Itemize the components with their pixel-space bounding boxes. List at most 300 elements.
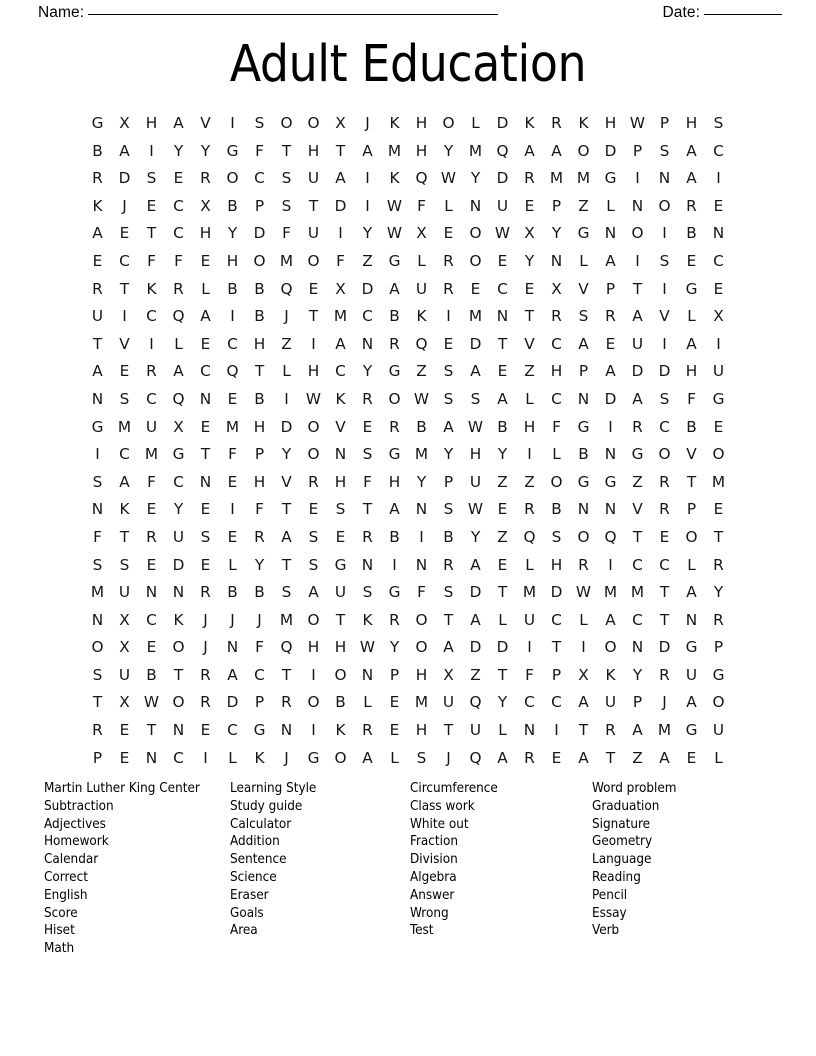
grid-cell[interactable]: D	[118, 169, 131, 188]
word-list-item[interactable]: Division	[410, 852, 458, 868]
grid-cell[interactable]: R	[173, 279, 184, 298]
grid-cell[interactable]: C	[119, 251, 130, 270]
grid-cell[interactable]: O	[604, 638, 617, 657]
grid-cell[interactable]: I	[446, 307, 451, 326]
grid-cell[interactable]: A	[578, 693, 589, 712]
grid-cell[interactable]: E	[227, 527, 238, 546]
grid-cell[interactable]: H	[226, 251, 239, 270]
grid-cell[interactable]: P	[632, 693, 643, 712]
grid-cell[interactable]: E	[200, 721, 211, 740]
grid-cell[interactable]: E	[497, 500, 508, 519]
grid-cell[interactable]: X	[119, 638, 130, 657]
grid-cell[interactable]: H	[550, 555, 563, 574]
grid-cell[interactable]: S	[362, 445, 373, 464]
grid-cell[interactable]: N	[712, 224, 725, 243]
grid-cell[interactable]: A	[578, 748, 589, 767]
grid-cell[interactable]: R	[578, 555, 589, 574]
grid-cell[interactable]: A	[119, 141, 130, 160]
grid-cell[interactable]: O	[280, 114, 293, 132]
grid-cell[interactable]: N	[361, 334, 374, 353]
grid-cell[interactable]: Y	[362, 362, 373, 381]
grid-cell[interactable]: B	[146, 665, 157, 684]
grid-cell[interactable]: M	[333, 307, 348, 326]
grid-cell[interactable]: M	[630, 583, 645, 602]
grid-cell[interactable]: G	[334, 555, 347, 574]
grid-cell[interactable]: S	[200, 527, 211, 546]
grid-cell[interactable]: X	[173, 417, 184, 436]
grid-cell[interactable]: Y	[173, 500, 184, 519]
grid-cell[interactable]: N	[145, 583, 158, 602]
grid-cell[interactable]: G	[172, 445, 185, 464]
grid-cell[interactable]: N	[496, 307, 509, 326]
grid-cell[interactable]: F	[417, 196, 426, 215]
grid-cell[interactable]: Y	[443, 445, 454, 464]
grid-cell[interactable]: W	[359, 638, 376, 657]
grid-cell[interactable]: Z	[362, 251, 373, 270]
grid-cell[interactable]: T	[92, 334, 103, 353]
grid-cell[interactable]: F	[147, 251, 156, 270]
grid-cell[interactable]: O	[307, 114, 320, 132]
grid-cell[interactable]: O	[307, 610, 320, 629]
grid-cell[interactable]: T	[335, 141, 346, 160]
grid-cell[interactable]: N	[172, 721, 185, 740]
grid-cell[interactable]: S	[470, 389, 481, 408]
grid-cell[interactable]: I	[662, 279, 667, 298]
grid-cell[interactable]: A	[632, 307, 643, 326]
grid-cell[interactable]: I	[338, 224, 343, 243]
grid-cell[interactable]: O	[307, 251, 320, 270]
grid-cell[interactable]: N	[361, 665, 374, 684]
grid-cell[interactable]: L	[444, 196, 453, 215]
grid-cell[interactable]: B	[497, 417, 508, 436]
grid-cell[interactable]: S	[254, 114, 265, 132]
grid-cell[interactable]: G	[577, 472, 590, 491]
grid-cell[interactable]: K	[362, 610, 373, 629]
grid-cell[interactable]: L	[687, 307, 696, 326]
grid-cell[interactable]: L	[471, 114, 480, 132]
word-list-item[interactable]: Learning Style	[230, 781, 317, 796]
grid-cell[interactable]: C	[173, 472, 184, 491]
grid-cell[interactable]: M	[549, 169, 564, 188]
grid-cell[interactable]: G	[604, 169, 617, 188]
grid-cell[interactable]: A	[200, 307, 211, 326]
grid-cell[interactable]: I	[635, 251, 640, 270]
grid-cell[interactable]: E	[659, 527, 670, 546]
grid-cell[interactable]: P	[686, 500, 697, 519]
grid-cell[interactable]: J	[203, 638, 208, 657]
grid-cell[interactable]: C	[200, 362, 211, 381]
grid-cell[interactable]: H	[388, 472, 401, 491]
grid-cell[interactable]: O	[307, 693, 320, 712]
grid-cell[interactable]: H	[523, 417, 536, 436]
name-write-in-line[interactable]	[88, 14, 498, 15]
word-list-item[interactable]: Calculator	[230, 816, 292, 832]
grid-cell[interactable]: Q	[172, 389, 185, 408]
grid-cell[interactable]: C	[362, 307, 373, 326]
grid-cell[interactable]: C	[146, 307, 157, 326]
grid-cell[interactable]: H	[685, 114, 698, 132]
grid-cell[interactable]: O	[712, 445, 725, 464]
word-list-item[interactable]: Addition	[230, 834, 280, 850]
grid-cell[interactable]: S	[659, 389, 670, 408]
grid-cell[interactable]: N	[415, 500, 428, 519]
word-search-grid[interactable]	[84, 110, 732, 772]
grid-cell[interactable]: C	[227, 334, 238, 353]
grid-cell[interactable]: O	[469, 251, 482, 270]
grid-cell[interactable]: E	[713, 196, 724, 215]
grid-cell[interactable]: I	[392, 555, 397, 574]
grid-cell[interactable]: Q	[280, 279, 293, 298]
grid-cell[interactable]: F	[255, 638, 264, 657]
grid-cell[interactable]: E	[389, 693, 400, 712]
grid-cell[interactable]: N	[577, 500, 590, 519]
grid-cell[interactable]: L	[687, 555, 696, 574]
grid-cell[interactable]: Y	[551, 224, 562, 243]
grid-cell[interactable]: U	[118, 583, 131, 602]
grid-cell[interactable]: Y	[389, 638, 400, 657]
grid-cell[interactable]: W	[467, 500, 484, 519]
grid-cell[interactable]: D	[604, 389, 617, 408]
grid-cell[interactable]: P	[443, 472, 454, 491]
grid-cell[interactable]: O	[334, 748, 347, 767]
grid-cell[interactable]: Y	[524, 251, 535, 270]
grid-cell[interactable]: X	[416, 224, 427, 243]
grid-cell[interactable]: U	[496, 196, 509, 215]
grid-cell[interactable]: B	[254, 389, 265, 408]
grid-cell[interactable]: A	[497, 748, 508, 767]
word-list-item[interactable]: Area	[230, 923, 258, 939]
grid-cell[interactable]: Z	[524, 362, 535, 381]
grid-cell[interactable]: O	[469, 224, 482, 243]
grid-cell[interactable]: S	[281, 169, 292, 188]
grid-cell[interactable]: M	[414, 693, 429, 712]
grid-cell[interactable]: B	[416, 417, 427, 436]
grid-cell[interactable]: J	[662, 693, 667, 712]
grid-cell[interactable]: E	[443, 224, 454, 243]
grid-cell[interactable]: Y	[281, 445, 292, 464]
grid-cell[interactable]: R	[659, 500, 670, 519]
grid-cell[interactable]: E	[470, 279, 481, 298]
grid-cell[interactable]: N	[631, 638, 644, 657]
grid-cell[interactable]: R	[551, 307, 562, 326]
grid-cell[interactable]: I	[311, 665, 316, 684]
grid-cell[interactable]: W	[386, 224, 403, 243]
grid-cell[interactable]: B	[686, 417, 697, 436]
grid-cell[interactable]: T	[632, 279, 643, 298]
grid-cell[interactable]: Q	[523, 527, 536, 546]
grid-cell[interactable]: U	[334, 583, 347, 602]
grid-cell[interactable]: I	[284, 389, 289, 408]
grid-cell[interactable]: E	[200, 334, 211, 353]
grid-cell[interactable]: H	[334, 638, 347, 657]
grid-cell[interactable]: L	[417, 251, 426, 270]
grid-cell[interactable]: G	[685, 721, 698, 740]
grid-cell[interactable]: F	[147, 472, 156, 491]
grid-cell[interactable]: Q	[226, 362, 239, 381]
grid-cell[interactable]: H	[253, 334, 266, 353]
grid-cell[interactable]: Z	[524, 472, 535, 491]
grid-cell[interactable]: S	[659, 251, 670, 270]
grid-cell[interactable]: G	[712, 665, 725, 684]
grid-cell[interactable]: K	[524, 114, 535, 132]
grid-cell[interactable]: U	[118, 665, 131, 684]
grid-cell[interactable]: O	[415, 638, 428, 657]
grid-cell[interactable]: R	[713, 555, 724, 574]
word-list-item[interactable]: Math	[44, 941, 75, 957]
grid-cell[interactable]: P	[605, 279, 616, 298]
grid-cell[interactable]: S	[578, 307, 589, 326]
grid-cell[interactable]: K	[335, 389, 346, 408]
grid-cell[interactable]: I	[419, 527, 424, 546]
grid-cell[interactable]: E	[443, 334, 454, 353]
grid-cell[interactable]: M	[279, 251, 294, 270]
grid-cell[interactable]: R	[524, 169, 535, 188]
grid-cell[interactable]: Y	[416, 472, 427, 491]
grid-cell[interactable]: Z	[578, 196, 589, 215]
grid-cell[interactable]: I	[662, 224, 667, 243]
grid-cell[interactable]: Y	[254, 555, 265, 574]
grid-cell[interactable]: T	[146, 721, 157, 740]
grid-cell[interactable]: R	[146, 362, 157, 381]
word-list-item[interactable]: Fraction	[410, 834, 458, 850]
grid-cell[interactable]: E	[686, 251, 697, 270]
grid-cell[interactable]: S	[281, 196, 292, 215]
grid-cell[interactable]: A	[497, 389, 508, 408]
grid-cell[interactable]: I	[149, 334, 154, 353]
grid-cell[interactable]: A	[227, 665, 238, 684]
grid-cell[interactable]: U	[604, 693, 617, 712]
grid-cell[interactable]: U	[523, 610, 536, 629]
grid-cell[interactable]: W	[575, 583, 592, 602]
grid-cell[interactable]: H	[415, 665, 428, 684]
grid-cell[interactable]: R	[92, 279, 103, 298]
grid-cell[interactable]: M	[576, 169, 591, 188]
grid-cell[interactable]: W	[494, 224, 511, 243]
grid-cell[interactable]: Q	[415, 169, 428, 188]
grid-cell[interactable]: R	[389, 417, 400, 436]
grid-cell[interactable]: B	[254, 279, 265, 298]
grid-cell[interactable]: P	[551, 665, 562, 684]
grid-cell[interactable]: G	[388, 445, 401, 464]
grid-cell[interactable]: Y	[362, 224, 373, 243]
grid-cell[interactable]: Z	[470, 665, 481, 684]
grid-cell[interactable]: R	[443, 279, 454, 298]
grid-cell[interactable]: Q	[469, 693, 482, 712]
grid-cell[interactable]: T	[497, 665, 508, 684]
grid-cell[interactable]: C	[497, 279, 508, 298]
grid-cell[interactable]: D	[658, 638, 671, 657]
grid-cell[interactable]: T	[308, 196, 319, 215]
grid-cell[interactable]: D	[361, 279, 374, 298]
grid-cell[interactable]: N	[199, 389, 212, 408]
grid-cell[interactable]: F	[525, 665, 534, 684]
grid-cell[interactable]: F	[282, 224, 291, 243]
word-list-item[interactable]: Pencil	[592, 887, 628, 903]
grid-cell[interactable]: I	[365, 169, 370, 188]
grid-cell[interactable]: G	[577, 417, 590, 436]
grid-cell[interactable]: T	[497, 583, 508, 602]
grid-cell[interactable]: V	[632, 500, 643, 519]
grid-cell[interactable]: F	[687, 389, 696, 408]
grid-cell[interactable]: S	[92, 472, 103, 491]
grid-cell[interactable]: E	[200, 251, 211, 270]
grid-cell[interactable]: M	[225, 417, 240, 436]
grid-cell[interactable]: N	[685, 610, 698, 629]
grid-cell[interactable]: I	[527, 445, 532, 464]
grid-cell[interactable]: T	[443, 610, 454, 629]
grid-cell[interactable]: A	[605, 251, 616, 270]
grid-cell[interactable]: P	[713, 638, 724, 657]
grid-cell[interactable]: S	[308, 527, 319, 546]
grid-cell[interactable]: A	[92, 362, 103, 381]
grid-cell[interactable]: T	[659, 610, 670, 629]
grid-cell[interactable]: W	[413, 389, 430, 408]
grid-cell[interactable]: S	[92, 665, 103, 684]
grid-cell[interactable]: Q	[172, 307, 185, 326]
grid-cell[interactable]: C	[173, 196, 184, 215]
grid-cell[interactable]: P	[92, 748, 103, 767]
grid-cell[interactable]: R	[551, 114, 562, 132]
grid-cell[interactable]: C	[632, 610, 643, 629]
word-list-item[interactable]: Algebra	[410, 869, 457, 885]
grid-cell[interactable]: L	[228, 555, 237, 574]
grid-cell[interactable]: N	[604, 500, 617, 519]
grid-cell[interactable]: G	[91, 417, 104, 436]
grid-cell[interactable]: M	[279, 610, 294, 629]
grid-cell[interactable]: R	[389, 334, 400, 353]
grid-cell[interactable]: L	[498, 610, 507, 629]
grid-cell[interactable]: K	[389, 114, 400, 132]
grid-cell[interactable]: K	[173, 610, 184, 629]
grid-cell[interactable]: R	[686, 196, 697, 215]
grid-cell[interactable]: C	[551, 334, 562, 353]
grid-cell[interactable]: E	[146, 500, 157, 519]
grid-cell[interactable]: X	[551, 279, 562, 298]
grid-cell[interactable]: E	[119, 721, 130, 740]
grid-cell[interactable]: R	[632, 417, 643, 436]
grid-cell[interactable]: S	[551, 527, 562, 546]
word-list-item[interactable]: Language	[592, 852, 652, 868]
grid-cell[interactable]: S	[335, 500, 346, 519]
grid-cell[interactable]: G	[685, 279, 698, 298]
grid-cell[interactable]: O	[226, 169, 239, 188]
grid-cell[interactable]: F	[174, 251, 183, 270]
grid-cell[interactable]: F	[552, 417, 561, 436]
grid-cell[interactable]: E	[389, 721, 400, 740]
grid-cell[interactable]: N	[577, 389, 590, 408]
grid-cell[interactable]: X	[578, 665, 589, 684]
grid-cell[interactable]: A	[308, 583, 319, 602]
grid-cell[interactable]: Y	[713, 583, 724, 602]
grid-cell[interactable]: R	[146, 527, 157, 546]
grid-cell[interactable]: O	[172, 693, 185, 712]
grid-cell[interactable]: M	[603, 583, 618, 602]
grid-cell[interactable]: T	[281, 500, 292, 519]
grid-cell[interactable]: H	[685, 362, 698, 381]
grid-cell[interactable]: F	[228, 445, 237, 464]
grid-cell[interactable]: R	[713, 610, 724, 629]
grid-cell[interactable]: A	[335, 334, 346, 353]
grid-cell[interactable]: R	[605, 307, 616, 326]
grid-cell[interactable]: S	[92, 555, 103, 574]
grid-cell[interactable]: U	[712, 362, 725, 381]
grid-cell[interactable]: M	[711, 472, 726, 491]
grid-cell[interactable]: Q	[469, 748, 482, 767]
grid-cell[interactable]: U	[307, 224, 320, 243]
grid-cell[interactable]: L	[498, 721, 507, 740]
grid-cell[interactable]: R	[254, 527, 265, 546]
grid-cell[interactable]: W	[143, 693, 160, 712]
grid-cell[interactable]: R	[443, 251, 454, 270]
grid-cell[interactable]: H	[145, 114, 158, 132]
grid-cell[interactable]: T	[281, 665, 292, 684]
grid-cell[interactable]: H	[253, 472, 266, 491]
grid-cell[interactable]: T	[443, 721, 454, 740]
grid-cell[interactable]: J	[257, 610, 262, 629]
grid-cell[interactable]: I	[716, 169, 721, 188]
grid-cell[interactable]: Y	[497, 693, 508, 712]
grid-cell[interactable]: E	[686, 748, 697, 767]
grid-cell[interactable]: D	[496, 638, 509, 657]
grid-cell[interactable]: L	[390, 748, 399, 767]
word-list-item[interactable]: Wrong	[410, 905, 449, 921]
grid-cell[interactable]: E	[524, 196, 535, 215]
grid-cell[interactable]: H	[307, 638, 320, 657]
grid-cell[interactable]: X	[200, 196, 211, 215]
grid-cell[interactable]: E	[146, 555, 157, 574]
grid-cell[interactable]: V	[578, 279, 589, 298]
grid-cell[interactable]: N	[172, 583, 185, 602]
grid-cell[interactable]: R	[605, 721, 616, 740]
grid-cell[interactable]: S	[443, 500, 454, 519]
grid-cell[interactable]: N	[631, 196, 644, 215]
word-list-item[interactable]: Circumference	[410, 781, 498, 796]
word-list-item[interactable]: Signature	[592, 816, 651, 832]
grid-cell[interactable]: T	[686, 472, 697, 491]
grid-cell[interactable]: R	[200, 169, 211, 188]
grid-cell[interactable]: I	[662, 334, 667, 353]
grid-cell[interactable]: O	[172, 638, 185, 657]
grid-cell[interactable]: K	[92, 196, 103, 215]
grid-cell[interactable]: Z	[497, 472, 508, 491]
grid-cell[interactable]: Y	[470, 527, 481, 546]
grid-cell[interactable]: U	[631, 334, 644, 353]
grid-cell[interactable]: E	[227, 389, 238, 408]
grid-cell[interactable]: A	[686, 334, 697, 353]
grid-cell[interactable]: C	[335, 362, 346, 381]
grid-cell[interactable]: D	[226, 693, 239, 712]
grid-cell[interactable]: I	[122, 307, 127, 326]
grid-cell[interactable]: R	[524, 500, 535, 519]
grid-cell[interactable]: V	[119, 334, 130, 353]
grid-cell[interactable]: N	[604, 445, 617, 464]
grid-cell[interactable]: C	[254, 665, 265, 684]
word-list-item[interactable]: Goals	[230, 905, 264, 921]
grid-cell[interactable]: E	[497, 362, 508, 381]
grid-cell[interactable]: D	[496, 114, 509, 132]
grid-cell[interactable]: O	[442, 114, 455, 132]
grid-cell[interactable]: D	[496, 169, 509, 188]
grid-cell[interactable]: A	[173, 362, 184, 381]
grid-cell[interactable]: X	[443, 665, 454, 684]
grid-cell[interactable]: M	[387, 141, 402, 160]
grid-cell[interactable]: U	[469, 472, 482, 491]
grid-cell[interactable]: C	[146, 389, 157, 408]
grid-cell[interactable]: C	[173, 748, 184, 767]
grid-cell[interactable]: C	[551, 389, 562, 408]
grid-cell[interactable]: R	[200, 665, 211, 684]
grid-cell[interactable]: R	[362, 527, 373, 546]
